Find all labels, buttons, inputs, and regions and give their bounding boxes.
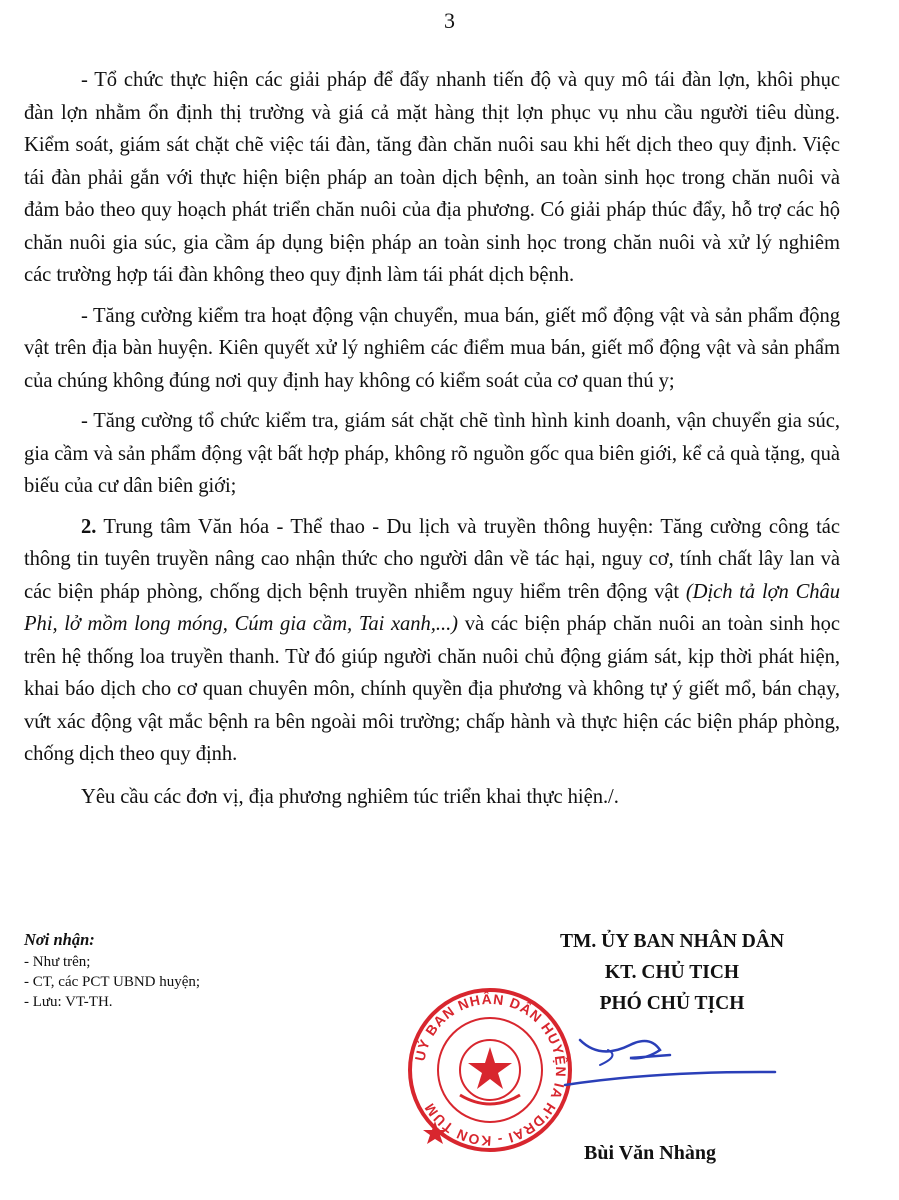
paragraph-culture-center	[24, 511, 840, 771]
signature-title-line3: PHÓ CHỦ TỊCH	[599, 993, 745, 1014]
signature-title-line2: KT. CHỦ TICH	[604, 962, 740, 983]
disease-list: (Dịch tả lợn Châu Phi, lở mồm long móng, Cúm gia cầm, Tai xanh,...)	[24, 580, 840, 635]
paragraph-text-b: và các biện pháp chăn nuôi an toàn sinh học trên hệ thống loa truyền thanh. Từ đó giúp người chăn nuôi chủ động giám sát, kịp thời phát hiện, khai báo dịch cho cơ quan chuyên môn, chính quyền địa phương và không tự ý giết mổ, bán chạy, vứt xác động vật mắc bệnh ra bên ngoài môi trường; chấp hành và thực hiện các biện pháp phòng, chống dịch theo quy định.	[24, 613, 841, 765]
recipients-title: Nơi nhận:	[24, 930, 95, 949]
closing-request: Yêu cầu các đơn vị, địa phương nghiêm túc triển khai thực hiện./.	[81, 785, 619, 808]
seal-text: UỶ BAN NHÂN DÂN HUYỆN IA H'DRAI - KON TUM	[411, 990, 570, 1150]
document-body	[24, 64, 840, 813]
signer-name: Bùi Văn Nhàng	[584, 1142, 716, 1164]
recipient-item: - Như trên;	[24, 954, 91, 970]
item-number: 2.	[81, 515, 97, 538]
signature-title-line1: TM. ỦY BAN NHÂN DÂN	[559, 931, 785, 952]
official-seal-icon	[405, 985, 575, 1155]
recipient-item: - Lưu: VT-TH.	[24, 994, 113, 1010]
recipients-block	[24, 930, 364, 1012]
paragraph-text-a: Trung tâm Văn hóa - Thể thao - Du lịch và truyền thông huyện: Tăng cường công tác thông tin tuyên truyền nâng cao nhận thức cho người dân về tác hại, nguy cơ, tính chất lây lan và các biện pháp phòng, chống dịch bệnh truyền nhiễm nguy hiểm trên động vật	[24, 515, 840, 603]
paragraph-restocking: - Tổ chức thực hiện các giải pháp để đẩy nhanh tiến độ và quy mô tái đàn lợn, khôi phục đàn lợn nhằm ổn định thị trường và giá cả mặt hàng thịt lợn phục vụ nhu cầu người tiêu dùng. Kiểm soát, giám sát chặt chẽ việc tái đàn, tăng đàn chăn nuôi sau khi hết dịch theo quy định. Việc tái đàn phải gắn với thực hiện biện pháp an toàn dịch bệnh, an toàn sinh học trong chăn nuôi và đảm bảo theo quy hoạch phát triển chăn nuôi của địa phương. Có giải pháp thúc đẩy, hỗ trợ các hộ chăn nuôi gia súc, gia cầm áp dụng biện pháp an toàn sinh học trong chăn nuôi và xử lý nghiêm các trường hợp tái đàn không theo quy định làm tái phát dịch bệnh.	[24, 69, 840, 286]
recipients-list	[24, 952, 364, 1012]
page-number: 3	[444, 8, 455, 33]
recipient-item: - CT, các PCT UBND huyện;	[24, 974, 201, 990]
paragraph-border-inspection: - Tăng cường tổ chức kiểm tra, giám sát chặt chẽ tình hình kinh doanh, vận chuyển gia súc, gia cầm và sản phẩm động vật bất hợp pháp, không rõ nguồn gốc qua biên giới, kể cả quà tặng, quà biếu của cư dân biên giới;	[24, 410, 840, 497]
handwritten-signature-icon	[560, 1020, 790, 1100]
paragraph-transport-inspection: - Tăng cường kiểm tra hoạt động vận chuyển, mua bán, giết mổ động vật và sản phẩm động vật trên địa bàn huyện. Kiên quyết xử lý nghiêm các điểm mua bán, giết mổ động vật và sản phẩm của chúng không đúng nơi quy định hay không có kiểm soát của cơ quan thú y;	[24, 304, 840, 392]
